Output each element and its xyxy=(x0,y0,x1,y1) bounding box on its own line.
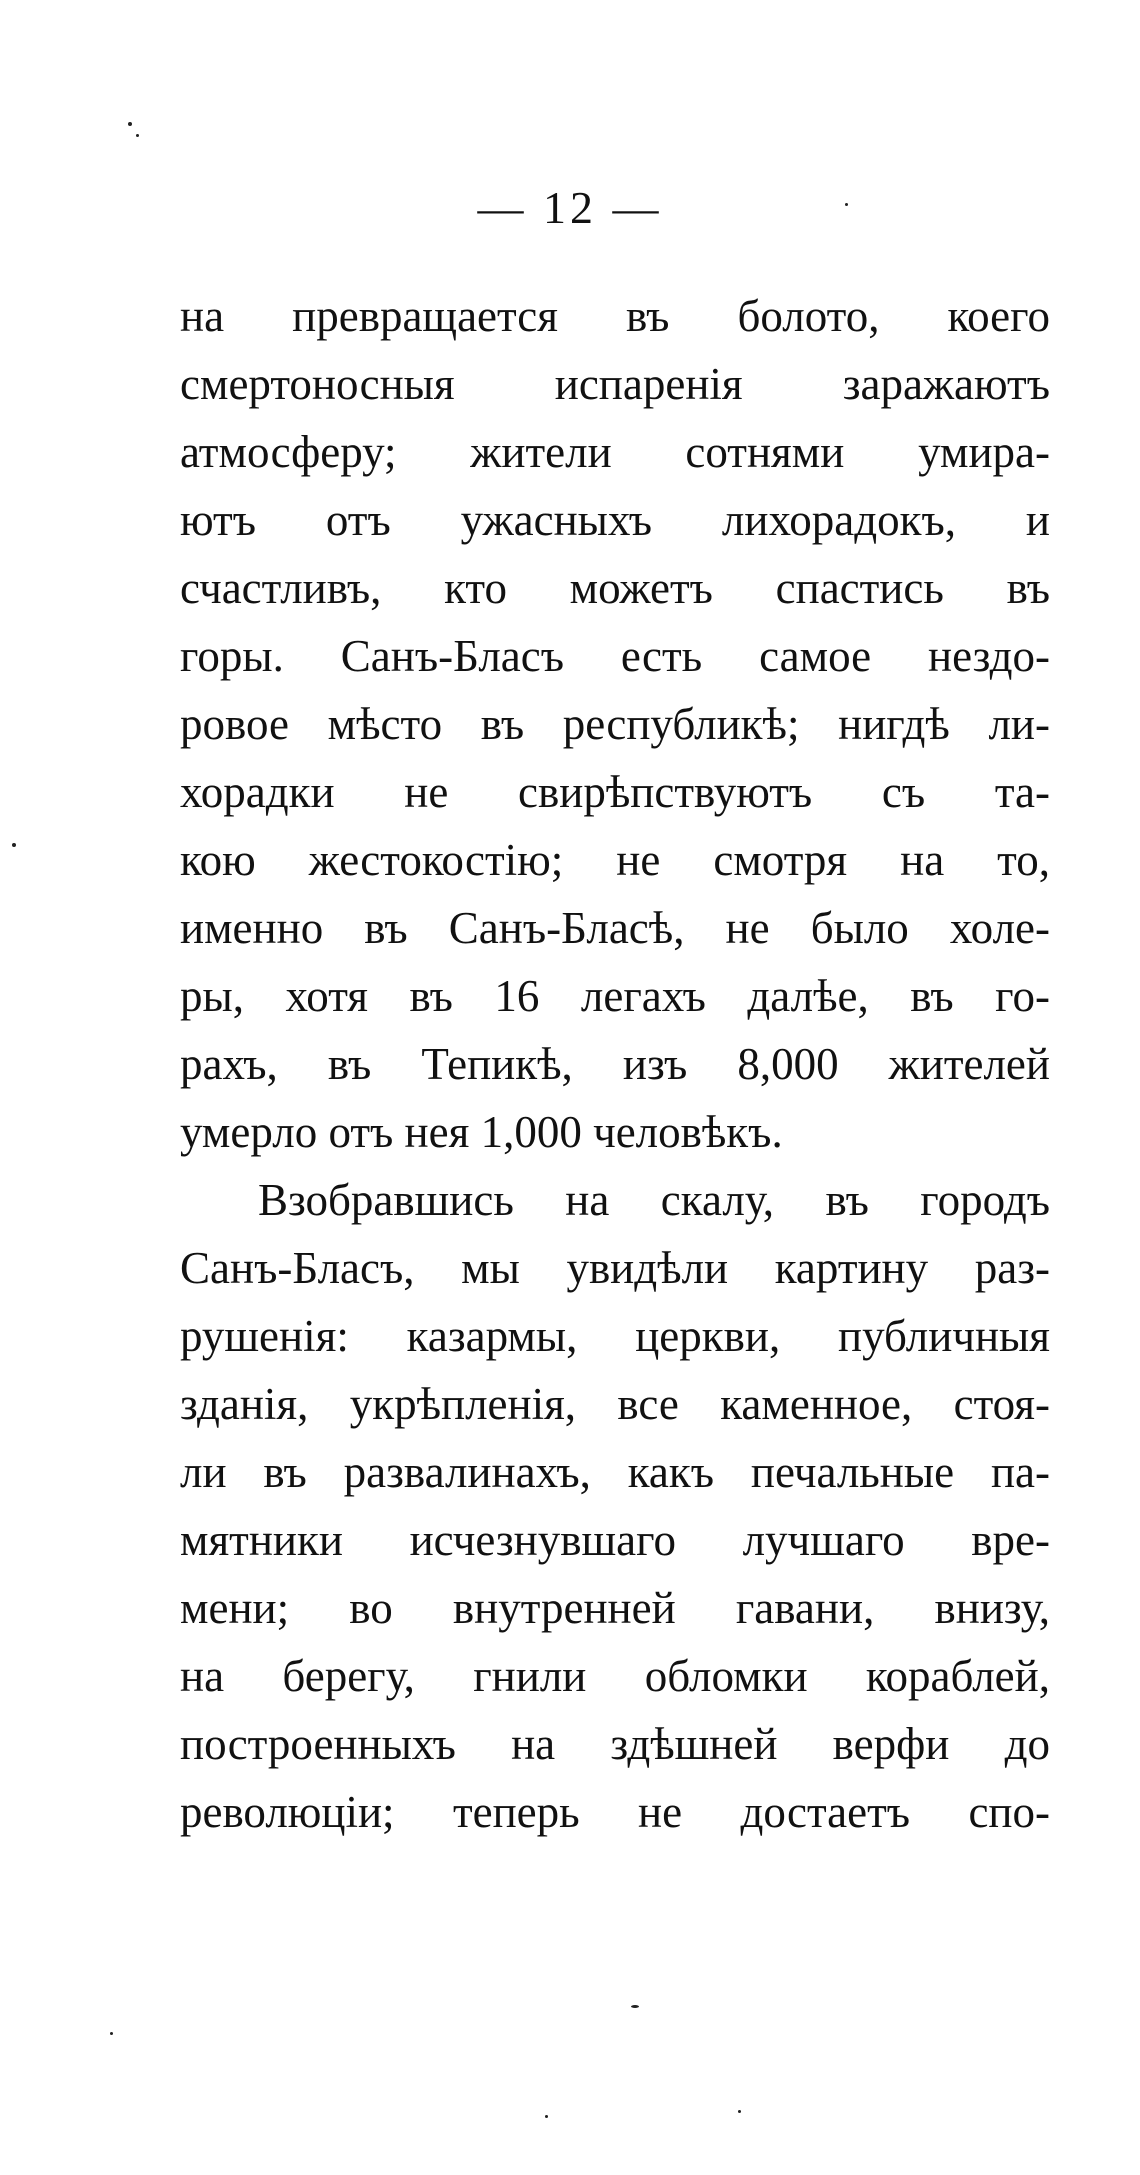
text-line: зданія, укрѣпленія, все каменное, стоя- xyxy=(180,1379,1050,1429)
text-line: на превращается въ болото, коего xyxy=(180,291,1050,341)
scan-speck xyxy=(128,122,132,126)
text-line: атмосферу; жители сотнями умира- xyxy=(180,427,1050,477)
text-line: ли въ развалинахъ, какъ печальные па- xyxy=(180,1447,1050,1497)
text-line: счастливъ, кто можетъ спастись въ xyxy=(180,563,1050,613)
scan-speck xyxy=(631,2005,639,2008)
text-line: рахъ, въ Тепикѣ, изъ 8,000 жителей xyxy=(180,1039,1050,1089)
text-line: кою жестокостію; не смотря на то, xyxy=(180,835,1050,885)
text-line: на берегу, гнили обломки кораблей, xyxy=(180,1651,1050,1701)
text-line: ютъ отъ ужасныхъ лихорадокъ, и xyxy=(180,495,1050,545)
page-number: — 12 — xyxy=(477,182,663,233)
scan-speck xyxy=(12,843,16,847)
text-line: Санъ-Бласъ, мы увидѣли картину раз- xyxy=(180,1243,1050,1293)
scan-speck xyxy=(845,203,848,206)
text-line: умерло отъ нея 1,000 человѣкъ. xyxy=(180,1107,783,1157)
text-line: революціи; теперь не достаетъ спо- xyxy=(180,1787,1050,1837)
text-line: ры, хотя въ 16 легахъ далѣе, въ го- xyxy=(180,971,1050,1021)
scan-speck xyxy=(545,2115,548,2118)
text-line: смертоносныя испаренія заражаютъ xyxy=(180,359,1050,409)
scan-speck xyxy=(136,134,139,137)
text-line: мятники исчезнувшаго лучшаго вре- xyxy=(180,1515,1050,1565)
scan-speck xyxy=(110,2032,113,2035)
text-line: рушенія: казармы, церкви, публичныя xyxy=(180,1311,1050,1361)
text-line: горы. Санъ-Бласъ есть самое нездо- xyxy=(180,631,1050,681)
text-line: именно въ Санъ-Бласѣ, не было холе- xyxy=(180,903,1050,953)
scan-speck xyxy=(738,2110,741,2113)
body-text xyxy=(180,282,1050,1846)
text-line: построенныхъ на здѣшней верфи до xyxy=(180,1719,1050,1769)
text-line: хорадки не свирѣпствуютъ съ та- xyxy=(180,767,1050,817)
text-line: мени; во внутренней гавани, внизу, xyxy=(180,1583,1050,1633)
text-line: Взобравшись на скалу, въ городъ xyxy=(258,1175,1050,1225)
text-line: ровое мѣсто въ республикѣ; нигдѣ ли- xyxy=(180,699,1050,749)
